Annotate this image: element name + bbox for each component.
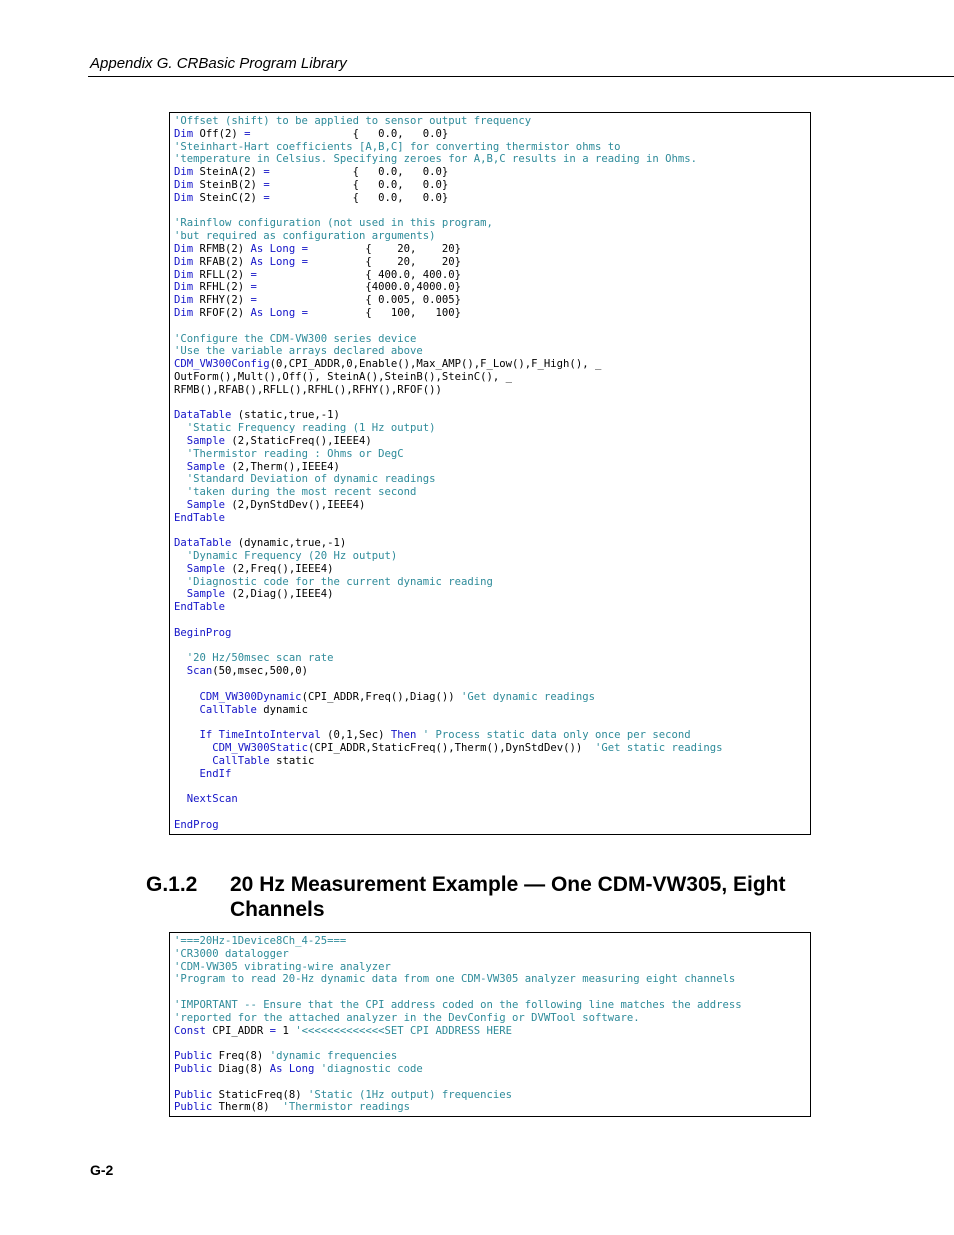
- code-text: [174, 729, 200, 741]
- code-comment: 'Get static readings: [594, 742, 723, 755]
- code-comment: 'Thermistor reading : Ohms or DegC: [186, 447, 404, 460]
- code-line: [174, 499, 806, 512]
- code-comment: 'Thermistor readings: [282, 1101, 411, 1114]
- code-keyword: If TimeIntoInterval: [199, 729, 321, 742]
- code-line: [174, 742, 806, 755]
- code-listing-1: [169, 112, 811, 835]
- code-text: (dynamic,true,-1): [231, 537, 347, 550]
- code-line: [174, 948, 806, 961]
- code-line: [174, 435, 806, 448]
- code-comment: 'Steinhart-Hart coefficients [A,B,C] for converting thermistor ohms to: [174, 140, 621, 153]
- code-text: { 0.0, 0.0}: [269, 166, 449, 179]
- code-line: [174, 729, 806, 742]
- code-text: Diag(8): [212, 1062, 270, 1075]
- code-comment: 'CDM-VW305 vibrating-wire analyzer: [174, 960, 391, 973]
- code-keyword: Sample: [186, 460, 226, 473]
- code-comment: 'Dynamic Frequency (20 Hz output): [186, 550, 398, 563]
- code-text: Therm(8): [212, 1101, 283, 1114]
- code-line: [174, 409, 806, 422]
- code-line: [174, 1101, 806, 1114]
- code-line: [174, 281, 806, 294]
- code-text: StaticFreq(8): [212, 1088, 308, 1101]
- code-text: (0,CPI_ADDR,0,Enable(),Max_AMP(),F_Low(),F_High(), _: [269, 358, 602, 371]
- code-text: [174, 486, 187, 498]
- code-listing-2: [169, 932, 811, 1117]
- code-text: RFLL(2): [193, 268, 251, 281]
- code-text: [174, 435, 187, 447]
- code-keyword: EndIf: [199, 767, 232, 780]
- code-comment: '<<<<<<<<<<<<<SET CPI ADDRESS HERE: [295, 1024, 513, 1037]
- code-comment: '===20Hz-1Device8Ch_4-25===: [174, 935, 347, 947]
- code-text: CPI_ADDR: [205, 1024, 270, 1037]
- code-text: [174, 499, 187, 511]
- code-line: [174, 141, 806, 154]
- code-keyword: Dim: [174, 281, 194, 294]
- code-text: RFAB(2): [193, 255, 251, 268]
- code-line: [174, 1076, 806, 1089]
- code-text: { 0.005, 0.005}: [256, 294, 462, 307]
- code-comment: 'IMPORTANT -- Ensure that the CPI address coded on the following line matches the address: [174, 998, 742, 1011]
- code-text: RFMB(2): [193, 242, 251, 255]
- code-text: {4000.0,4000.0}: [256, 281, 462, 294]
- code-keyword: DataTable: [174, 409, 232, 422]
- code-line: [174, 935, 806, 948]
- header-rule: [88, 76, 954, 77]
- code-keyword: EndTable: [174, 511, 226, 524]
- code-text: (2,Therm(),IEEE4): [225, 460, 340, 473]
- code-keyword: Const: [174, 1024, 206, 1037]
- code-text: [174, 793, 187, 805]
- section-number: G.1.2: [146, 873, 198, 896]
- code-line: [174, 192, 806, 205]
- code-keyword: Public: [174, 1050, 213, 1063]
- code-keyword: Then: [390, 729, 417, 742]
- code-text: RFMB(),RFAB(),RFLL(),RFHL(),RFHY(),RFOF()): [174, 383, 442, 396]
- code-line: [174, 205, 806, 218]
- code-text: [174, 768, 200, 780]
- code-text: { 0.0, 0.0}: [250, 127, 449, 140]
- code-text: (50,msec,500,0): [212, 665, 308, 678]
- code-text: [174, 550, 187, 562]
- code-line: [174, 397, 806, 410]
- code-text: { 400.0, 400.0}: [256, 268, 462, 281]
- code-keyword: Dim: [174, 178, 194, 191]
- code-text: [174, 588, 187, 600]
- code-comment: '20 Hz/50msec scan rate: [186, 652, 334, 665]
- code-keyword: CallTable: [199, 703, 257, 716]
- code-line: [174, 345, 806, 358]
- code-text: { 0.0, 0.0}: [269, 178, 449, 191]
- code-line: [174, 793, 806, 806]
- code-comment: ' Process static data only once per second: [422, 729, 691, 742]
- code-keyword: =: [250, 294, 257, 307]
- code-text: static: [269, 754, 315, 767]
- code-text: RFHL(2): [193, 281, 251, 294]
- code-text: [174, 448, 187, 460]
- code-text: [174, 691, 200, 703]
- code-line: [174, 961, 806, 974]
- code-keyword: CDM_VW300Static: [212, 742, 308, 755]
- code-text: 1: [276, 1024, 296, 1037]
- code-text: RFOF(2): [193, 306, 251, 319]
- code-keyword: CDM_VW300Dynamic: [199, 690, 302, 703]
- code-line: [174, 525, 806, 538]
- code-comment: 'diagnostic code: [320, 1062, 423, 1075]
- code-line: [174, 704, 806, 717]
- code-comment: 'taken during the most recent second: [186, 486, 417, 499]
- code-keyword: Sample: [186, 562, 226, 575]
- code-keyword: Dim: [174, 191, 194, 204]
- code-line: [174, 128, 806, 141]
- code-comment: 'reported for the attached analyzer in the DevConfig or DVWTool software.: [174, 1011, 640, 1024]
- code-line: [174, 115, 806, 128]
- code-keyword: Dim: [174, 306, 194, 319]
- code-text: RFHY(2): [193, 294, 251, 307]
- code-text: SteinA(2): [193, 166, 264, 179]
- code-line: [174, 652, 806, 665]
- code-line: [174, 550, 806, 563]
- code-line: [174, 986, 806, 999]
- page-header-title: Appendix G. CRBasic Program Library: [90, 55, 347, 72]
- code-comment: 'Standard Deviation of dynamic readings: [186, 473, 436, 486]
- code-text: [174, 473, 187, 485]
- code-text: Off(2): [193, 127, 245, 140]
- code-keyword: CallTable: [212, 754, 270, 767]
- code-keyword: DataTable: [174, 537, 232, 550]
- code-keyword: EndProg: [174, 818, 219, 831]
- code-text: [174, 755, 212, 767]
- code-line: [174, 461, 806, 474]
- code-text: (2,DynStdDev(),IEEE4): [225, 498, 366, 511]
- code-line: [174, 627, 806, 640]
- code-keyword: =: [269, 1024, 277, 1037]
- code-line: [174, 768, 806, 781]
- code-keyword: Dim: [174, 268, 194, 281]
- code-line: [174, 153, 806, 166]
- code-comment: 'but required as configuration arguments): [174, 230, 436, 243]
- code-comment: 'Diagnostic code for the current dynamic reading: [186, 575, 493, 588]
- code-line: [174, 806, 806, 819]
- code-line: [174, 537, 806, 550]
- code-comment: 'Static Frequency reading (1 Hz output): [186, 422, 436, 435]
- code-keyword: NextScan: [186, 793, 238, 806]
- code-line: [174, 1089, 806, 1102]
- code-line: [174, 333, 806, 346]
- code-line: [174, 1050, 806, 1063]
- code-line: [174, 691, 806, 704]
- code-text: SteinC(2): [193, 191, 264, 204]
- code-keyword: As Long =: [250, 306, 308, 319]
- code-keyword: =: [250, 281, 257, 294]
- code-text: (CPI_ADDR,StaticFreq(),Therm(),DynStdDev()): [307, 742, 595, 755]
- code-keyword: As Long: [269, 1062, 315, 1075]
- code-text: { 100, 100}: [307, 306, 462, 319]
- code-keyword: Dim: [174, 255, 194, 268]
- code-text: [174, 563, 187, 575]
- code-keyword: Public: [174, 1062, 213, 1075]
- code-text: (2,Diag(),IEEE4): [225, 588, 334, 601]
- code-comment: 'Offset (shift) to be applied to sensor output frequency: [174, 115, 532, 127]
- code-line: [174, 320, 806, 333]
- code-line: [174, 755, 806, 768]
- code-comment: 'Configure the CDM-VW300 series device: [174, 332, 417, 345]
- code-text: (0,1,Sec): [320, 729, 391, 742]
- code-line: [174, 1063, 806, 1076]
- code-keyword: Public: [174, 1088, 213, 1101]
- page-number: G-2: [90, 1162, 114, 1178]
- code-keyword: Sample: [186, 434, 226, 447]
- code-comment: 'Get dynamic readings: [461, 690, 595, 703]
- code-comment: 'dynamic frequencies: [269, 1050, 398, 1063]
- code-keyword: CDM_VW300Config: [174, 358, 270, 371]
- code-keyword: EndTable: [174, 601, 226, 614]
- code-text: (static,true,-1): [231, 409, 340, 422]
- code-line: [174, 473, 806, 486]
- code-keyword: Sample: [186, 498, 226, 511]
- code-text: [174, 665, 187, 677]
- code-keyword: =: [263, 191, 270, 204]
- code-line: [174, 576, 806, 589]
- code-line: [174, 448, 806, 461]
- code-line: [174, 358, 806, 371]
- code-line: [174, 294, 806, 307]
- code-line: [174, 243, 806, 256]
- code-line: [174, 640, 806, 653]
- code-line: [174, 563, 806, 576]
- code-text: { 20, 20}: [307, 242, 462, 255]
- code-text: [174, 576, 187, 588]
- code-line: [174, 179, 806, 192]
- code-text: OutForm(),Mult(),Off(), SteinA(),SteinB(),SteinC(), _: [174, 370, 513, 383]
- code-line: [174, 486, 806, 499]
- code-line: [174, 1012, 806, 1025]
- code-line: [174, 1037, 806, 1050]
- code-text: [174, 461, 187, 473]
- code-text: [174, 742, 212, 754]
- code-line: [174, 230, 806, 243]
- code-comment: 'Static (1Hz output) frequencies: [307, 1088, 513, 1101]
- code-line: [174, 1025, 806, 1038]
- code-line: [174, 665, 806, 678]
- code-text: dynamic: [256, 703, 308, 716]
- code-text: { 0.0, 0.0}: [269, 191, 449, 204]
- code-comment: 'CR3000 datalogger: [174, 947, 289, 960]
- code-comment: 'Rainflow configuration (not used in this program,: [174, 217, 493, 230]
- code-line: [174, 780, 806, 793]
- code-text: (CPI_ADDR,Freq(),Diag()): [301, 690, 462, 703]
- code-text: [174, 652, 187, 664]
- code-keyword: BeginProg: [174, 626, 232, 639]
- code-line: [174, 384, 806, 397]
- code-line: [174, 217, 806, 230]
- code-line: [174, 999, 806, 1012]
- code-comment: 'Use the variable arrays declared above: [174, 345, 423, 358]
- code-line: [174, 422, 806, 435]
- code-keyword: Dim: [174, 294, 194, 307]
- code-comment: 'Program to read 20-Hz dynamic data from one CDM-VW305 analyzer measuring eight channels: [174, 973, 736, 986]
- code-keyword: Dim: [174, 166, 194, 179]
- code-keyword: Dim: [174, 242, 194, 255]
- code-keyword: =: [263, 178, 270, 191]
- code-keyword: =: [250, 268, 257, 281]
- code-keyword: As Long =: [250, 255, 308, 268]
- code-comment: 'temperature in Celsius. Specifying zeroes for A,B,C results in a reading in Ohms.: [174, 153, 697, 166]
- code-keyword: =: [263, 166, 270, 179]
- code-keyword: Dim: [174, 127, 194, 140]
- section-title: 20 Hz Measurement Example — One CDM-VW305, Eight Channels: [230, 873, 786, 921]
- code-keyword: As Long =: [250, 242, 308, 255]
- code-keyword: =: [244, 127, 251, 140]
- code-line: [174, 166, 806, 179]
- code-line: [174, 716, 806, 729]
- code-line: [174, 256, 806, 269]
- code-line: [174, 512, 806, 525]
- code-line: [174, 614, 806, 627]
- code-line: [174, 269, 806, 282]
- code-keyword: Public: [174, 1101, 213, 1114]
- code-text: Freq(8): [212, 1050, 270, 1063]
- code-text: (2,StaticFreq(),IEEE4): [225, 434, 372, 447]
- code-line: [174, 601, 806, 614]
- code-text: SteinB(2): [193, 178, 264, 191]
- code-line: [174, 973, 806, 986]
- code-text: (2,Freq(),IEEE4): [225, 562, 334, 575]
- code-keyword: Sample: [186, 588, 226, 601]
- code-text: [174, 704, 200, 716]
- code-line: [174, 371, 806, 384]
- code-line: [174, 678, 806, 691]
- code-text: { 20, 20}: [307, 255, 462, 268]
- code-line: [174, 307, 806, 320]
- code-line: [174, 588, 806, 601]
- code-text: [174, 422, 187, 434]
- code-keyword: Scan: [186, 665, 213, 678]
- code-line: [174, 819, 806, 832]
